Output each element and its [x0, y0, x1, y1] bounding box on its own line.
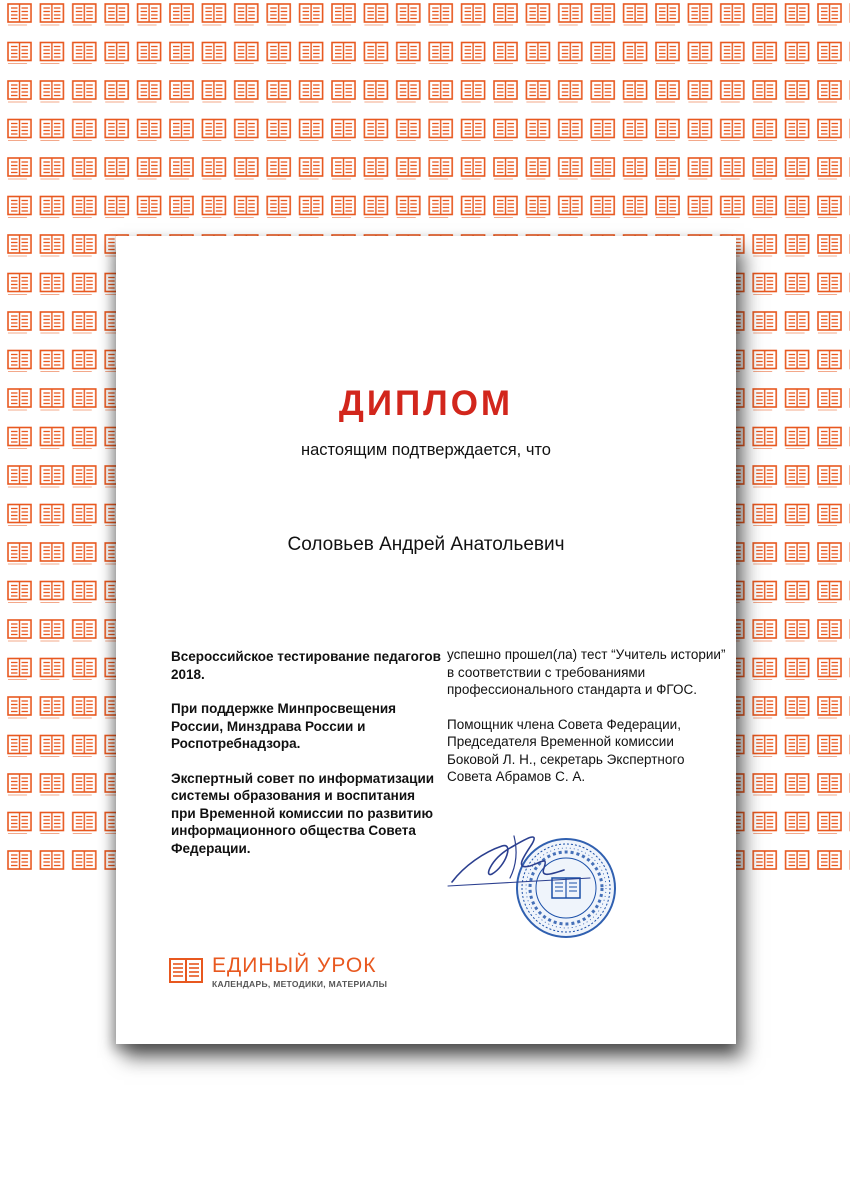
recipient-name: Соловьев Андрей Анатольевич — [287, 534, 565, 555]
signatory-paragraph: Помощник члена Совета Федерации, Председателя Временной комиссии Боковой Л. Н., секретарь Экспертного Совета Абрамов С. А. — [447, 716, 685, 784]
signature — [444, 826, 594, 901]
open-book-icon — [169, 958, 203, 989]
diploma-title: ДИПЛОМ — [338, 384, 514, 423]
diploma-card — [116, 236, 736, 1044]
logo-name: ЕДИНЫЙ УРОК — [212, 954, 377, 977]
logo-tagline: КАЛЕНДАРЬ, МЕТОДИКИ, МАТЕРИАЛЫ — [212, 979, 388, 989]
expert-council-paragraph: Экспертный совет по информатизации системы образования и воспитания при Временной комиссии по развитию информационного общества Совета Федерации. — [171, 770, 435, 856]
diploma-subtitle: настоящим подтверждается, что — [301, 441, 551, 459]
support-paragraph: При поддержке Минпросвещения России, Минздрава России и Роспотребнадзора. — [171, 701, 397, 751]
test-result-paragraph: успешно прошел(ла) тест “Учитель истории” в соответствии с требованиями профессионального стандарта и ФГОС. — [447, 647, 726, 697]
result-column — [447, 646, 727, 803]
testing-event-paragraph: Всероссийское тестирование педагогов 2018. — [171, 649, 441, 682]
organizers-column — [171, 648, 441, 874]
